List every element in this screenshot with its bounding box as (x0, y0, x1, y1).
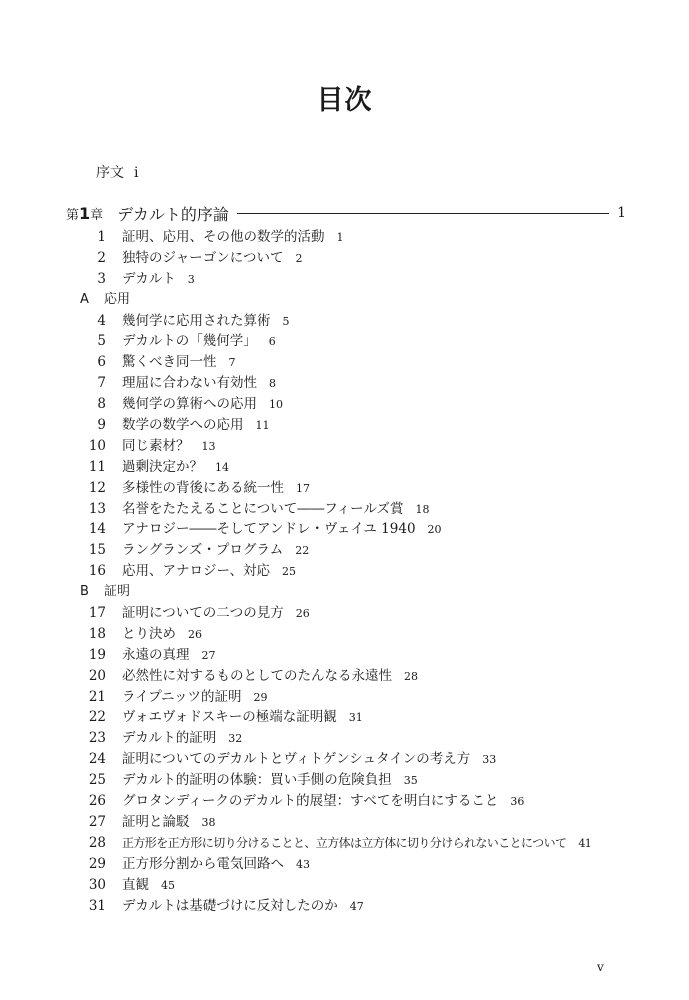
entry-page: 36 (510, 795, 525, 809)
chapter-title: デカルト的序論 (117, 204, 229, 224)
entry-number: 22 (88, 709, 106, 726)
entry-page: 31 (348, 711, 363, 725)
toc-entry[interactable] (0, 499, 689, 520)
entry-title: 直観 (122, 876, 149, 893)
toc-entry[interactable] (0, 833, 689, 854)
entry-title: デカルト (122, 270, 176, 287)
entry-number: 28 (88, 834, 106, 851)
entry-page: 38 (201, 815, 216, 829)
entry-page: 25 (281, 565, 296, 579)
toc-entry[interactable] (0, 854, 689, 875)
toc-entry[interactable] (0, 624, 689, 645)
entry-page: 22 (295, 544, 310, 558)
entry-number: 30 (88, 876, 106, 893)
entry-number: 26 (88, 793, 106, 810)
entry-number: 18 (88, 625, 106, 642)
entry-number: 31 (88, 897, 106, 914)
toc-list (0, 227, 689, 916)
toc-entry[interactable] (0, 896, 689, 917)
toc-entry[interactable] (0, 331, 689, 352)
entry-page: 3 (187, 272, 195, 286)
entry-title: デカルト的証明の体験：買い手側の危険負担 (122, 772, 392, 789)
entry-number: 15 (88, 542, 106, 559)
entry-number: 4 (97, 312, 106, 329)
entry-number: 1 (97, 229, 106, 245)
toc-entry[interactable] (0, 728, 689, 749)
entry-title: 幾何学に応用された算術 (122, 312, 271, 329)
folio: v (597, 960, 604, 974)
toc-entry[interactable] (0, 457, 689, 478)
entry-number: 29 (88, 855, 106, 872)
entry-number: 11 (88, 458, 106, 475)
entry-page: 43 (296, 857, 310, 871)
entry-number: 24 (88, 751, 106, 768)
entry-title: 数学の数学への応用 (122, 417, 244, 434)
toc-entry[interactable] (0, 478, 689, 499)
entry-page: 47 (349, 899, 364, 913)
entry-number: 3 (97, 270, 106, 287)
entry-number: 25 (88, 772, 106, 789)
preface-page: i (134, 165, 139, 181)
entry-number: 21 (88, 688, 106, 705)
toc-entry[interactable] (0, 812, 689, 833)
entry-title: アナロジー――そしてアンドレ・ヴェイユ 1940 (122, 521, 416, 538)
entry-number: 17 (88, 605, 106, 622)
toc-entry[interactable] (0, 687, 689, 708)
entry-page: 7 (228, 356, 236, 370)
entry-number: 2 (97, 249, 106, 266)
entry-title: 多様性の背後にある統一性 (122, 479, 284, 496)
preface-label: 序文 (96, 165, 124, 181)
entry-page: 29 (253, 690, 268, 704)
entry-title: デカルト的証明 (122, 730, 217, 747)
entry-title: ラングランズ・プログラム (122, 542, 284, 559)
toc-entry[interactable] (0, 519, 689, 540)
entry-page: 5 (282, 314, 290, 328)
toc-entry[interactable] (0, 540, 689, 561)
entry-page: 33 (482, 753, 497, 767)
entry-page: 45 (161, 878, 175, 892)
entry-title: 名誉をたたえることについて――フィールズ賞 (122, 500, 404, 517)
entry-page: 28 (404, 669, 418, 683)
entry-page: 1 (336, 231, 344, 244)
toc-entry[interactable] (0, 603, 689, 624)
section-letter: B (80, 584, 89, 600)
entry-page: 6 (268, 335, 276, 349)
section-title: 応用 (104, 291, 131, 307)
entry-title: 証明についてのデカルトとヴィトゲンシュタインの考え方 (122, 751, 471, 768)
entry-page: 27 (201, 648, 216, 662)
entry-page: 10 (269, 398, 283, 412)
entry-title: 正方形を正方形に切り分けることと、立方体は立方体に切り分けられないことについて (122, 835, 567, 850)
entry-title: 独特のジャーゴンについて (122, 249, 284, 266)
entry-number: 10 (88, 437, 106, 454)
entry-title: デカルトは基礎づけに反対したのか (122, 897, 338, 914)
entry-title: デカルトの「幾何学」 (122, 333, 257, 350)
entry-title: ライプニッツ的証明 (122, 688, 242, 705)
section-letter: A (80, 291, 89, 307)
entry-page: 18 (415, 502, 430, 516)
entry-title: 必然性に対するものとしてのたんなる永遠性 (122, 667, 392, 684)
page-title: 目次 (316, 85, 373, 116)
toc-entry[interactable] (0, 415, 689, 436)
entry-title: 幾何学の算術への応用 (122, 396, 257, 413)
toc-entry[interactable] (0, 749, 689, 770)
entry-page: 32 (228, 732, 243, 746)
toc-entry[interactable] (0, 394, 689, 415)
entry-title: 応用、アナロジー、対応 (122, 563, 270, 580)
entry-number: 23 (88, 730, 106, 747)
toc-entry[interactable] (0, 436, 689, 457)
entry-number: 7 (97, 375, 106, 392)
entry-page: 20 (427, 523, 442, 537)
toc-entry[interactable] (0, 791, 689, 812)
entry-number: 5 (97, 333, 106, 350)
toc-entry[interactable] (0, 373, 689, 394)
preface-entry[interactable] (96, 162, 138, 182)
chapter-number: 第1章 (66, 203, 104, 223)
entry-title: グロタンディークのデカルト的展望：すべてを明白にすること (122, 793, 499, 810)
entry-title: 驚くべき同一性 (122, 354, 217, 371)
entry-title: 理屈に合わない有効性 (122, 375, 257, 392)
entry-number: 14 (88, 521, 106, 538)
entry-title: 同じ素材？ (122, 437, 190, 454)
entry-number: 16 (88, 563, 106, 580)
toc-entry[interactable] (0, 770, 689, 791)
entry-number: 19 (88, 646, 106, 663)
entry-page: 35 (403, 774, 418, 788)
entry-page: 13 (201, 439, 216, 453)
entry-number: 6 (97, 354, 106, 371)
entry-page: 17 (296, 481, 310, 495)
entry-title: 証明と論駁 (122, 813, 190, 830)
section-title: 証明 (104, 584, 131, 600)
entry-page: 11 (255, 419, 270, 433)
entry-number: 8 (97, 396, 106, 413)
toc-section-heading[interactable] (0, 290, 689, 311)
entry-number: 9 (97, 417, 106, 434)
toc-entry[interactable] (0, 645, 689, 666)
entry-title: ヴォエヴォドスキーの極端な証明観 (122, 709, 337, 726)
entry-page: 2 (295, 251, 303, 265)
chapter-page: 1 (617, 205, 626, 221)
toc-entry[interactable] (0, 227, 689, 248)
entry-title: 永遠の真理 (122, 646, 190, 663)
entry-number: 27 (88, 813, 106, 830)
entry-page: 26 (295, 607, 310, 621)
entry-title: 証明、応用、その他の数学的活動 (122, 229, 325, 245)
toc-entry[interactable] (0, 561, 689, 582)
toc-entry[interactable] (0, 311, 689, 332)
chapter-1-heading[interactable] (66, 202, 626, 224)
entry-page: 26 (188, 627, 202, 641)
chapter-rule (237, 213, 609, 214)
entry-title: 正方形分割から電気回路へ (122, 855, 284, 872)
entry-number: 13 (88, 500, 106, 517)
toc-section-heading[interactable] (0, 582, 689, 603)
entry-number: 20 (88, 667, 106, 684)
entry-page: 8 (269, 377, 276, 391)
entry-page: 41 (578, 836, 592, 850)
toc-entry[interactable] (0, 666, 689, 687)
entry-page: 14 (215, 460, 229, 474)
entry-title: 過剰決定か？ (122, 458, 203, 475)
toc-entry[interactable] (0, 269, 689, 290)
toc-entry[interactable] (0, 248, 689, 269)
entry-title: とり決め (122, 625, 176, 642)
entry-number: 12 (88, 479, 106, 496)
entry-title: 証明についての二つの見方 (122, 605, 284, 622)
toc-entry[interactable] (0, 352, 689, 373)
toc-entry[interactable] (0, 875, 689, 896)
toc-entry[interactable] (0, 707, 689, 728)
